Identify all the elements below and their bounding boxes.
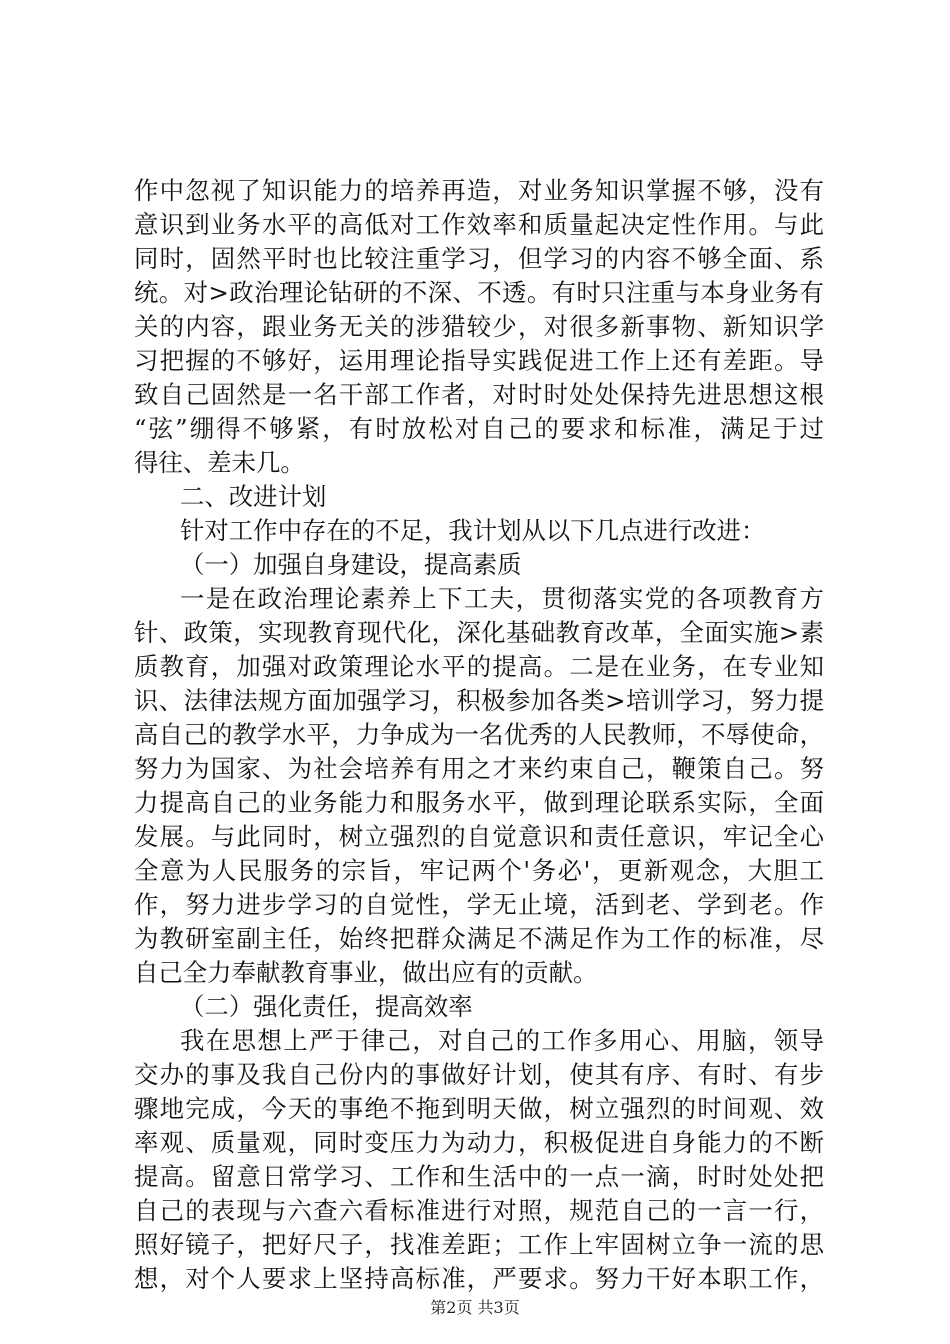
page-number-footer: 第2页 共3页 [430,1298,520,1317]
text-line: 统。对>政治理论钻研的不深、不透。有时只注重与本身业务有 [134,278,824,307]
text-line: 关的内容，跟业务无关的涉猎较少，对很多新事物、新知识学 [134,312,824,341]
text-line: 骤地完成，今天的事绝不拖到明天做，树立强烈的时间观、效 [134,1094,824,1123]
text-line: 提高。留意日常学习、工作和生活中的一点一滴，时时处处把 [134,1162,824,1191]
text-line: 针对工作中存在的不足，我计划从以下几点进行改进： [180,516,766,545]
text-line: 高自己的教学水平，力争成为一名优秀的人民教师，不辱使命， [134,720,824,749]
text-line: 致自己固然是一名干部工作者，对时时处处保持先进思想这根 [134,380,824,409]
text-line: 意识到业务水平的高低对工作效率和质量起决定性作用。与此 [134,210,824,239]
text-line: 率观、质量观，同时变压力为动力，积极促进自身能力的不断 [134,1128,824,1157]
text-line: 同时，固然平时也比较注重学习，但学习的内容不够全面、系 [134,244,824,273]
text-line: 发展。与此同时，树立强烈的自觉意识和责任意识，牢记全心 [134,822,824,851]
text-line: 为教研室副主任，始终把群众满足不满足作为工作的标准，尽 [134,924,824,953]
text-line: “弦”绷得不够紧，有时放松对自己的要求和标准，满足于过 [134,414,824,443]
text-line: 力提高自己的业务能力和服务水平，做到理论联系实际，全面 [134,788,824,817]
text-line: 作中忽视了知识能力的培养再造，对业务知识掌握不够，没有 [134,176,824,205]
text-line: 习把握的不够好，运用理论指导实践促进工作上还有差距。导 [134,346,824,375]
text-line: 交办的事及我自己份内的事做好计划，使其有序、有时、有步 [134,1060,824,1089]
subsection-heading: （二）强化责任，提高效率 [180,992,473,1021]
text-line: 照好镜子，把好尺子，找准差距；工作上牢固树立争一流的思 [134,1230,824,1259]
text-line: 想，对个人要求上坚持高标准，严要求。努力干好本职工作， [134,1264,824,1293]
text-line: 识、法律法规方面加强学习，积极参加各类>培训学习，努力提 [134,686,824,715]
subsection-heading: （一）加强自身建设，提高素质 [180,550,522,579]
text-line: 得往、差未几。 [134,448,305,477]
text-line: 自己的表现与六查六看标准进行对照，规范自己的一言一行， [134,1196,824,1225]
text-line: 自己全力奉献教育事业，做出应有的贡献。 [134,958,598,987]
text-line: 全意为人民服务的宗旨，牢记两个'务必'，更新观念，大胆工 [134,856,824,885]
text-line: 努力为国家、为社会培养有用之才来约束自己，鞭策自己。努 [134,754,824,783]
text-line: 一是在政治理论素养上下工夫，贯彻落实党的各项教育方 [180,584,824,613]
text-line: 针、政策，实现教育现代化，深化基础教育改革，全面实施>素 [134,618,824,647]
text-line: 我在思想上严于律己，对自己的工作多用心、用脑，领导 [180,1026,824,1055]
text-line: 作，努力进步学习的自觉性，学无止境，活到老、学到老。作 [134,890,824,919]
document-body [134,174,824,1296]
text-line: 质教育，加强对政策理论水平的提高。二是在业务，在专业知 [134,652,824,681]
section-heading: 二、改进计划 [180,482,327,511]
